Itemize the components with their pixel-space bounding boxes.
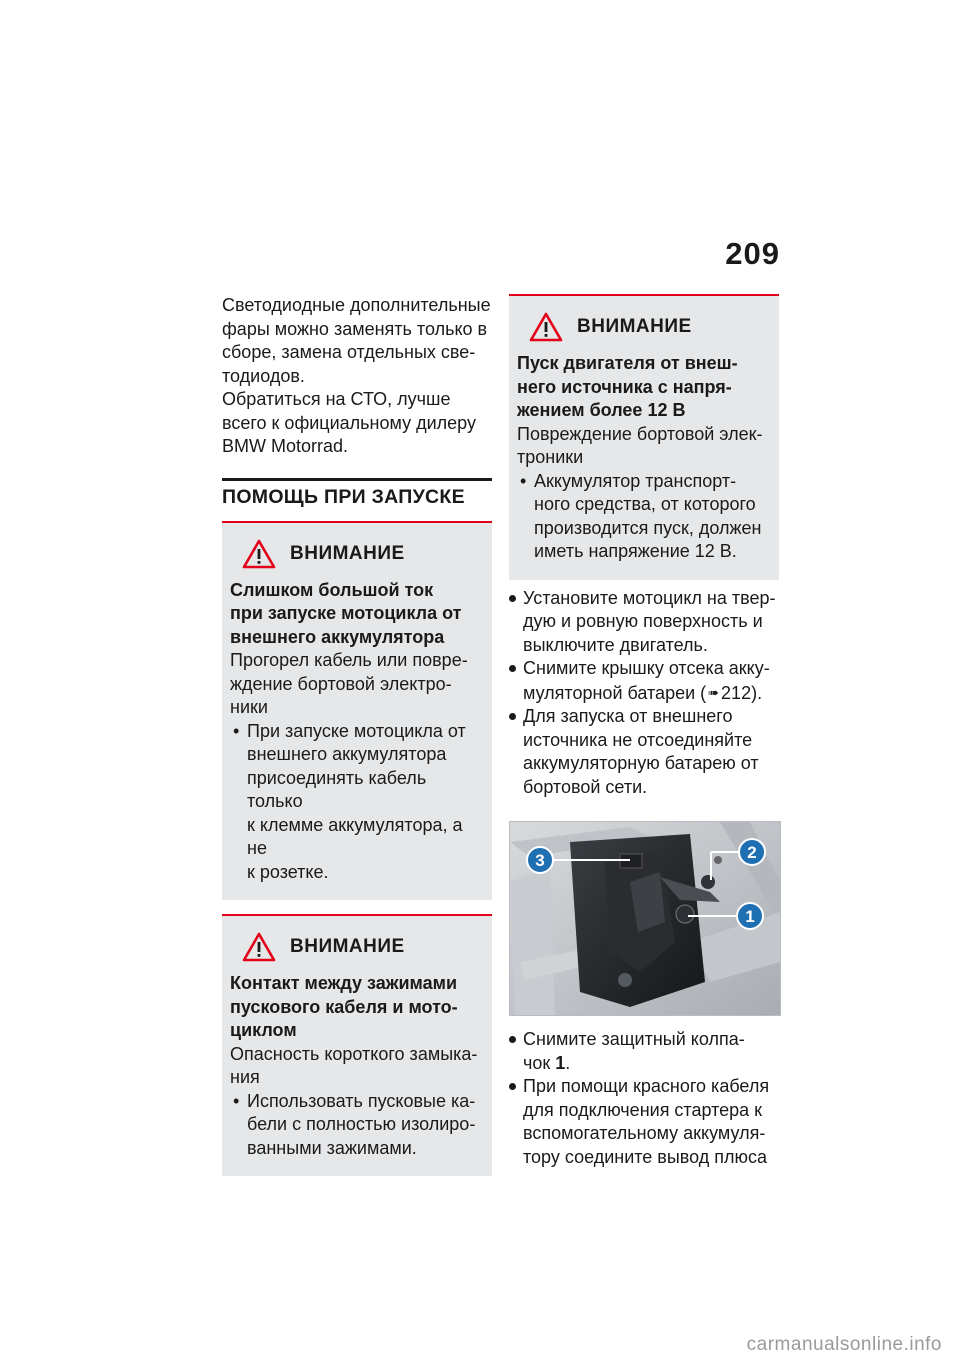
step-line: бортовой сети.: [523, 776, 648, 797]
steps-list: [509, 587, 779, 800]
step-item: [509, 1028, 779, 1075]
page-reference-arrow-icon: ➠: [708, 684, 720, 700]
warning-title-line: внешнего аккумулятора: [230, 626, 445, 647]
warning-text-line: ники: [230, 697, 268, 717]
warning-bullet-line: производится пуск, должен: [534, 517, 762, 538]
warning-title-line: жением более 12 В: [517, 400, 686, 420]
intro-line: тодиодов.: [222, 365, 305, 386]
step-line: муляторной батареи (: [523, 682, 707, 703]
intro-line: всего к официальному дилеру: [222, 412, 476, 433]
battery-illustration: [510, 822, 780, 1015]
warning-bullet-line: ванными зажимами.: [247, 1137, 417, 1158]
warning-text-line: ждение бортовой электро-: [230, 673, 452, 694]
page-number: 209: [725, 236, 780, 271]
battery-photo: [509, 821, 781, 1016]
left-column: [222, 294, 492, 1176]
warning-text-line: троники: [517, 447, 584, 467]
warning-header: [242, 932, 486, 962]
step-line: Для запуска от внешнего: [523, 706, 733, 726]
warning-bullet-line: к клемме аккумулятора, а не: [247, 814, 463, 858]
intro-line: Светодиодные дополнительные: [222, 295, 491, 315]
bullet-dot: [509, 595, 516, 602]
page-reference-link[interactable]: 212: [721, 682, 752, 703]
step-line-tail: .: [565, 1052, 571, 1073]
warning-title-line: него источника с напря-: [517, 376, 732, 397]
warning-text-line: Опасность короткого замыка-: [230, 1043, 478, 1064]
bullet-dot: [509, 1083, 516, 1090]
step-item: [509, 705, 779, 799]
step-line: При помощи красного кабеля: [523, 1076, 770, 1096]
intro-line: Обратиться на СТО, лучше: [222, 389, 451, 409]
warning-bullet-line: • Использовать пусковые ка-: [230, 1090, 486, 1114]
warning-box-overcurrent: [222, 521, 492, 901]
step-line: Снимите защитный колпа-: [523, 1029, 745, 1049]
warning-bullet-line: внешнего аккумулятора: [247, 744, 447, 764]
warning-label: ВНИМАНИЕ: [577, 316, 692, 337]
callout-reference: 1: [555, 1052, 566, 1073]
bullet-dot: [509, 665, 516, 672]
warning-bullet-line: иметь напряжение 12 В.: [534, 541, 737, 561]
warning-bullet-line: ного средства, от которого: [534, 494, 756, 514]
step-item: [509, 657, 779, 705]
warning-title-line: Пуск двигателя от внеш-: [517, 353, 738, 373]
intro-line: BMW Motorrad.: [222, 436, 349, 456]
warning-box-voltage: [509, 294, 779, 580]
intro-line: сборе, замена отдельных све-: [222, 342, 476, 362]
step-line-with-ref: [523, 681, 779, 706]
step-line: дую и ровную поверхность и: [523, 611, 763, 631]
step-line: источника не отсоединяйте: [523, 729, 753, 750]
section-title: ПОМОЩЬ ПРИ ЗАПУСКЕ: [222, 478, 492, 509]
steps-list-after: [509, 1028, 779, 1169]
callout-label: 3: [535, 851, 545, 870]
warning-triangle-icon: [242, 539, 276, 569]
warning-label: ВНИМАНИЕ: [290, 936, 405, 957]
watermark: carmanualsonline.info: [746, 1334, 942, 1355]
step-line: аккумуляторную батарею от: [523, 753, 759, 773]
warning-label: ВНИМАНИЕ: [290, 542, 405, 564]
warning-box-contact: [222, 914, 492, 1176]
step-line: чок: [523, 1052, 556, 1073]
warning-header: [529, 312, 773, 342]
warning-triangle-icon: [242, 932, 276, 962]
step-line: вспомогательному аккумуля-: [523, 1123, 766, 1143]
callout-label: 2: [747, 843, 757, 862]
step-item: [509, 1075, 779, 1169]
callout-label: 1: [745, 907, 755, 926]
step-line: для подключения стартера к: [523, 1099, 763, 1120]
step-line: Снимите крышку отсека акку-: [523, 658, 770, 678]
step-line: Установите мотоцикл на твер-: [523, 587, 776, 608]
warning-text-line: Повреждение бортовой элек-: [517, 423, 763, 444]
warning-header: [242, 539, 486, 569]
step-line-with-bold: [523, 1052, 779, 1076]
warning-title-line: при запуске мотоцикла от: [230, 603, 462, 623]
step-line: выключите двигатель.: [523, 634, 708, 655]
right-column: [509, 294, 779, 1169]
warning-bullet-line: присоединять кабель только: [247, 767, 427, 811]
warning-title-line: Слишком большой ток: [230, 579, 434, 600]
warning-title-line: циклом: [230, 1020, 297, 1040]
warning-bullet-line: к розетке.: [247, 861, 329, 882]
step-line-tail: ).: [751, 682, 763, 703]
step-line: тору соедините вывод плюса: [523, 1146, 768, 1167]
warning-bullet-line: • Аккумулятор транспорт-: [517, 470, 773, 494]
bullet-dot: [509, 1036, 516, 1043]
warning-bullet-line: • При запуске мотоцикла от: [230, 720, 486, 744]
step-item: [509, 587, 779, 658]
warning-title-line: Контакт между зажимами: [230, 973, 458, 993]
warning-title-line: пускового кабеля и мото-: [230, 996, 458, 1017]
warning-triangle-icon: [529, 312, 563, 342]
warning-bullet-line: бели с полностью изолиро-: [247, 1114, 476, 1134]
warning-text-line: Прогорел кабель или повре-: [230, 650, 468, 670]
bullet-dot: [509, 713, 516, 720]
warning-text-line: ния: [230, 1067, 260, 1087]
intro-line: фары можно заменять только в: [222, 318, 488, 339]
